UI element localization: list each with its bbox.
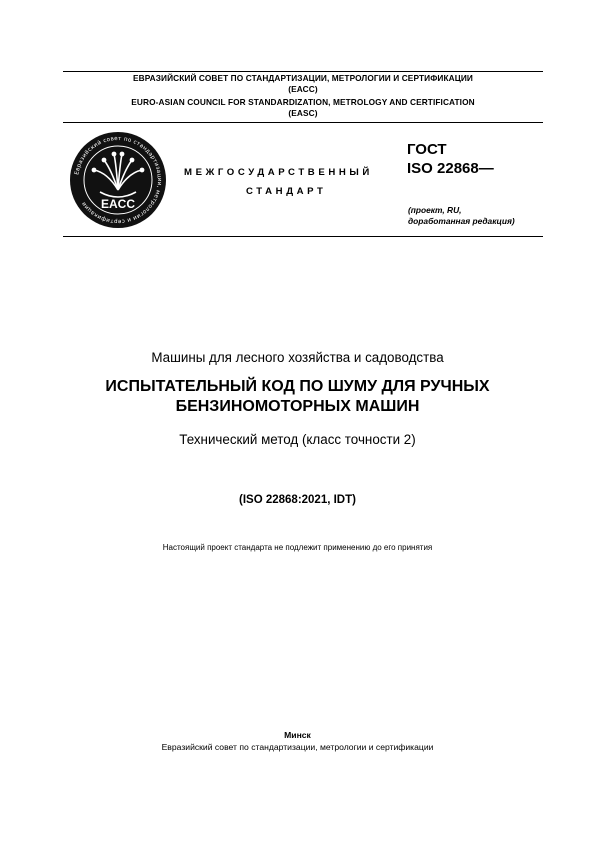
standard-number: ISO 22868— — [407, 160, 494, 177]
header-top-rule — [63, 71, 543, 72]
standard-type-line2: СТАНДАРТ — [246, 186, 327, 197]
easc-logo — [68, 130, 168, 230]
footer-city: Минск — [284, 730, 311, 740]
logo-text: EACC — [100, 197, 136, 211]
council-abbr-ru: (ЕАСС) — [288, 84, 318, 94]
subject-title: Машины для лесного хозяйства и садоводства — [151, 350, 444, 365]
iso-reference: (ISO 22868:2021, IDT) — [239, 494, 356, 506]
header-bottom-rule — [63, 236, 543, 237]
council-abbr-en: (EASC) — [288, 108, 318, 118]
council-name-en: EURO-ASIAN COUNCIL FOR STANDARDIZATION, METROLOGY AND CERTIFICATION — [131, 97, 475, 107]
footer-publisher: Евразийский совет по стандартизации, метрологии и сертификации — [161, 742, 434, 752]
draft-note-line2: доработанная редакция) — [408, 216, 515, 226]
method-subtitle: Технический метод (класс точности 2) — [179, 432, 416, 447]
header-middle-rule — [63, 122, 543, 123]
main-title-line2: БЕНЗИНОМОТОРНЫХ МАШИН — [175, 398, 420, 415]
draft-notice: Настоящий проект стандарта не подлежит применению до его принятия — [162, 543, 433, 552]
council-name-ru: ЕВРАЗИЙСКИЙ СОВЕТ ПО СТАНДАРТИЗАЦИИ, МЕТРОЛОГИИ И СЕРТИФИКАЦИИ — [133, 73, 473, 83]
easc-emblem-icon — [68, 130, 168, 230]
draft-note-line1: (проект, RU, — [408, 205, 462, 215]
standard-type-line1: МЕЖГОСУДАРСТВЕННЫЙ — [184, 167, 373, 178]
main-title-line1: ИСПЫТАТЕЛЬНЫЙ КОД ПО ШУМУ ДЛЯ РУЧНЫХ — [105, 378, 490, 395]
gost-label: ГОСТ — [407, 141, 447, 158]
logo-ring-text: Евразийский совет по стандартизации, метрологии и сертификации — [74, 135, 163, 225]
